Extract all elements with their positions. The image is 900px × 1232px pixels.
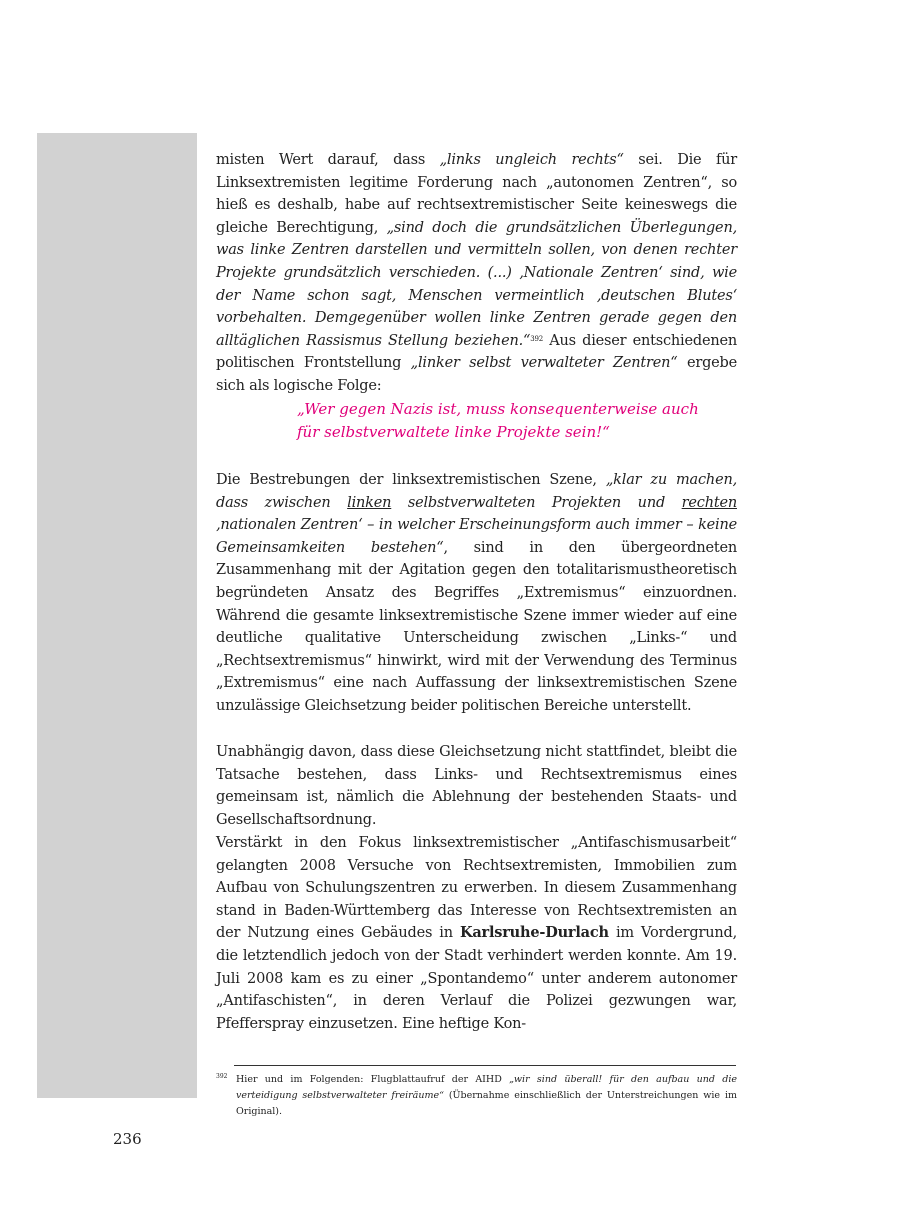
paragraph-1-text-1: misten Wert darauf, dass (216, 152, 440, 168)
underlined-rechten: rechten (681, 494, 737, 511)
footnote-text-2: (Übernahme einschließlich der Unterstreichungen wie im Original). (236, 1090, 737, 1117)
page-number: 236 (113, 1130, 142, 1148)
paragraph-1-italic-1: „links ungleich rechts“ (439, 152, 624, 168)
footnote-italic: „wir sind überall! für den aufbau und die verteidigung selbstverwalteter freiräume“ (236, 1074, 737, 1101)
paragraph-1-text-4: ergebe sich als logische Folge: (216, 355, 737, 394)
paragraph-1-quote: „sind doch die grundsätzlichen Überlegungen, was linke Zentren darstellen und vermitteln sollen, von denen rechter Projekte grundsätzlich verschieden. (...) ‚Nationale Zentren‘ sind, wie der Name schon sagt, Menschen vermeintlich ‚deutschen Blutes‘ vorbehalten. Demgegenüber wollen linke Zentren gerade gegen den alltäglichen Rassismus Stellung beziehen.“ (216, 219, 737, 349)
paragraph-1 (216, 149, 737, 398)
location-karlsruhe-durlach: Karlsruhe-Durlach (459, 924, 609, 942)
paragraph-2-italic-3: ‚nationalen Zentren‘ – in welcher Erscheinungsform auch immer – keine Gemeinsamkeiten bestehen“ (216, 517, 737, 556)
paragraph-1-italic-3: „linker selbst verwalteter Zentren“ (410, 355, 678, 372)
paragraph-2 (216, 469, 737, 718)
highlight-quote (297, 398, 737, 443)
highlight-quote-line-1: „Wer gegen Nazis ist, muss konsequenterweise auch (297, 400, 699, 418)
paragraph-2-italic-1: „klar zu machen, dass zwischen (216, 472, 737, 511)
highlight-quote-line-2: für selbstverwaltete linke Projekte sein!“ (297, 422, 610, 441)
paragraph-4-text-2: im Vordergrund, die letztendlich jedoch von der Stadt verhindert werden konnte. Am 19. Juli 2008 kam es zu einer „Spontandemo“ unter anderem autonomer „Antifaschisten“, in deren Verlauf die Polizei gezwungen war, Pfefferspray einzusetzen. Eine heftige Kon- (216, 925, 737, 1032)
footnote-divider (234, 1065, 736, 1066)
footnote-text-1: Hier und im Folgenden: Flugblattaufruf der AIHD (236, 1074, 510, 1085)
paragraph-3-text: Unabhängig davon, dass diese Gleichsetzung nicht stattfindet, bleibt die Tatsache bestehen, dass Links- und Rechtsextremismus eines gemeinsam ist, nämlich die Ablehnung der bestehenden Staats- und Gesellschaftsordnung. (216, 744, 737, 828)
paragraph-4 (216, 832, 737, 1035)
gray-margin-bar (37, 133, 197, 1098)
underlined-linken: linken (347, 494, 392, 511)
footnote-number: 392 (216, 1073, 228, 1080)
paragraph-4-text-1: Verstärkt in den Fokus linksextremistischer „Antifaschismusarbeit“ gelangten 2008 Versuche von Rechtsextremisten, Immobilien zum Aufbau von Schulungszentren zu erwerben. In diesem Zusammenhang stand in Baden-Württemberg das Interesse von Rechtsextremisten an der Nutzung eines Gebäudes in (216, 835, 737, 942)
paragraph-3 (216, 741, 737, 831)
paragraph-1-text-2: sei. Die für Linksextremisten legitime Forderung nach „autonomen Zentren“, so hieß es deshalb, habe auf rechtsextremistischer Seite keineswegs die gleiche Berechtigung, (216, 152, 737, 236)
footnote (216, 1072, 737, 1120)
paragraph-2-italic-2: selbstverwalteten Projekten und (391, 494, 682, 511)
paragraph-1-text-3: Aus dieser entschiedenen politischen Frontstellung (216, 332, 737, 372)
paragraph-2-text-1: Die Bestrebungen der linksextremistischen Szene, (216, 472, 606, 488)
paragraph-2-text-2: , sind in den übergeordneten Zusammenhang mit der Agitation gegen den totalitarismustheoretisch begründeten Ansatz des Begriffes „Extremismus“ einzuordnen. Während die gesamte linksextremistische Szene immer wieder auf eine deutliche qualitative Unterscheidung zwischen „Links-“ und „Rechtsextremismus“ hinwirkt, wird mit der Verwendung des Terminus „Extremismus“ eine nach Auffassung der linksextremistischen Szene unzulässige Gleichsetzung beider politischen Bereiche unterstellt. (216, 539, 737, 714)
footnote-reference[interactable]: 392 (530, 334, 543, 343)
